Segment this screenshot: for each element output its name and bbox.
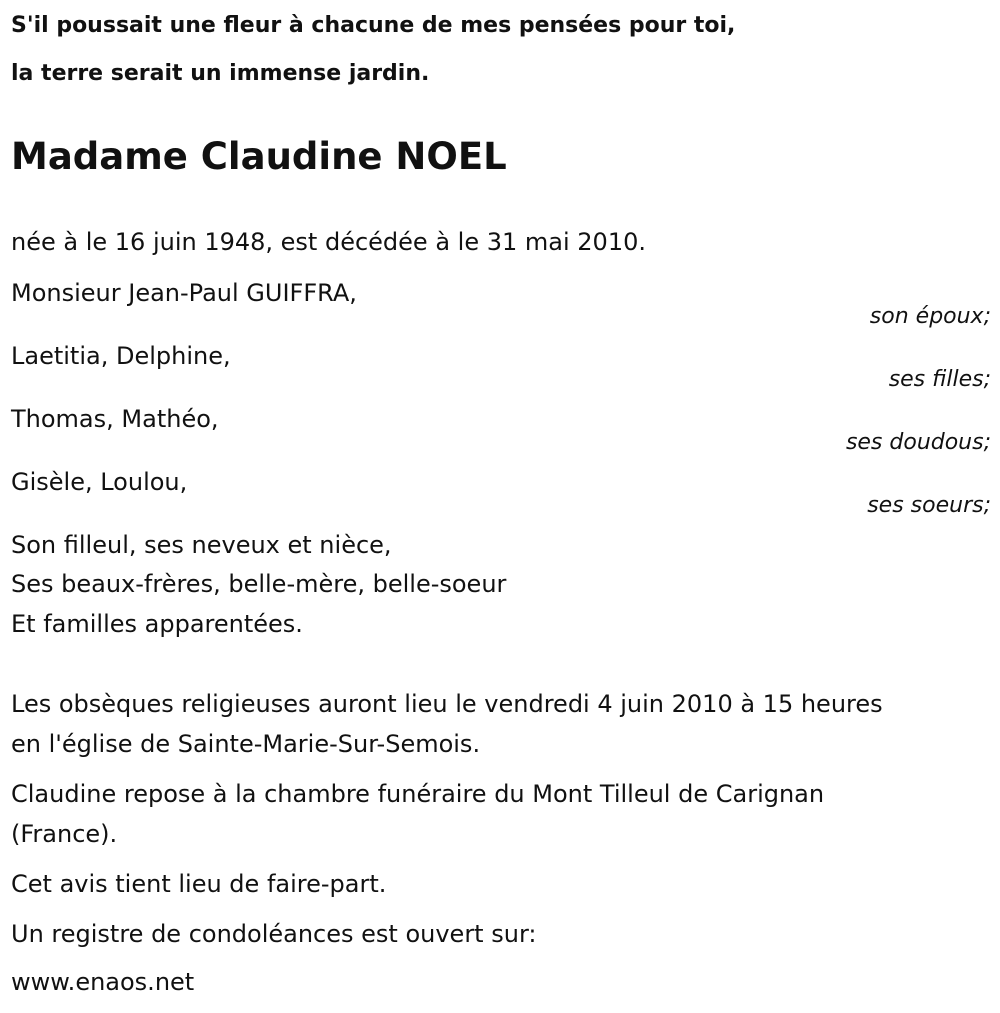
epigraph-line-1: S'il poussait une fleur à chacune de mes pensées pour toi, (11, 13, 736, 38)
other-relatives-line: Son filleul, ses neveux et nièce, (11, 531, 392, 559)
family-member-names: Monsieur Jean-Paul GUIFFRA, (11, 279, 357, 307)
registry-link[interactable]: www.enaos.net (11, 968, 195, 996)
epigraph-line-2: la terre serait un immense jardin. (11, 61, 430, 86)
family-member-names: Gisèle, Loulou, (11, 468, 188, 496)
family-member-names: Laetitia, Delphine, (11, 342, 231, 370)
rest-info-line-1: Claudine repose à la chambre funéraire du Mont Tilleul de Carignan (11, 780, 825, 808)
deceased-name: Madame Claudine NOEL (11, 135, 507, 178)
family-member-relation: ses soeurs; (867, 493, 991, 518)
other-relatives-line: Ses beaux-frères, belle-mère, belle-soeur (11, 570, 507, 598)
notice-text: Cet avis tient lieu de faire-part. (11, 870, 387, 898)
other-relatives-line: Et familles apparentées. (11, 610, 303, 638)
family-member-relation: son époux; (869, 304, 991, 329)
family-member-names: Thomas, Mathéo, (11, 405, 219, 433)
family-member-relation: ses doudous; (845, 430, 991, 455)
registry-text: Un registre de condoléances est ouvert sur: (11, 920, 537, 948)
birth-death-dates: née à le 16 juin 1948, est décédée à le 31 mai 2010. (11, 228, 646, 256)
rest-info-line-2: (France). (11, 820, 118, 848)
funeral-info-line-1: Les obsèques religieuses auront lieu le vendredi 4 juin 2010 à 15 heures (11, 690, 883, 718)
funeral-info-line-2: en l'église de Sainte-Marie-Sur-Semois. (11, 730, 481, 758)
family-member-relation: ses filles; (888, 367, 991, 392)
